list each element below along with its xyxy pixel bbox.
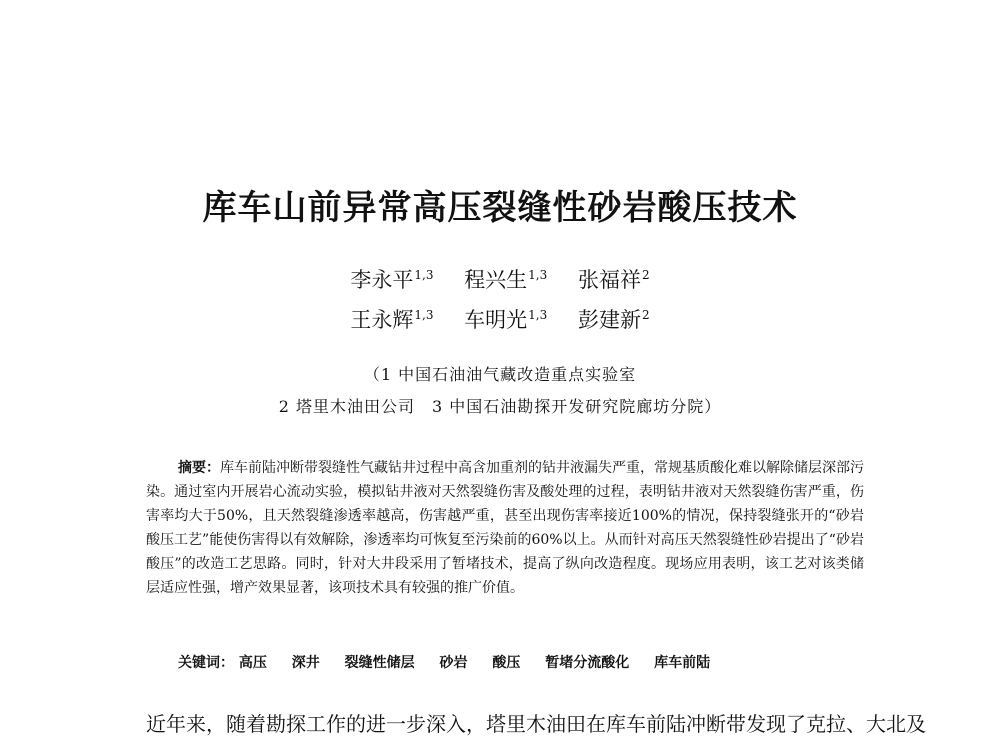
author-affiliation-mark: 2	[641, 308, 650, 322]
author-1	[350, 264, 433, 294]
author-name: 李永平	[350, 268, 414, 292]
author-name: 张福祥	[577, 268, 641, 292]
abstract-label: 摘要：	[178, 460, 220, 476]
paper-title: 库车山前异常高压裂缝性砂岩酸压技术	[202, 188, 798, 228]
author-name: 王永辉	[350, 308, 414, 332]
keywords	[178, 652, 878, 672]
author-affiliation-mark: 1,3	[528, 268, 548, 282]
affiliation-line-1: （1 中国石油油气藏改造重点实验室	[363, 365, 637, 384]
author-row-2	[0, 304, 1000, 334]
keyword: 酸压	[492, 655, 521, 671]
author-name: 彭建新	[577, 308, 641, 332]
keywords-label: 关键词：	[178, 655, 234, 671]
author-row-1	[0, 264, 1000, 294]
author-2	[464, 264, 547, 294]
keyword: 深井	[291, 655, 320, 671]
abstract-text: 库车前陆冲断带裂缝性气藏钻井过程中高含加重剂的钻井液漏失严重，常规基质酸化难以解除储层深部污染。通过室内开展岩心流动实验，模拟钻井液对天然裂缝伤害及酸处理的过程，表明钻井液对天然裂缝伤害严重，伤害率均大于50%，且天然裂缝渗透率越高，伤害越严重，甚至出现伤害率接近100%的情况，保持裂缝张开的“砂岩酸压工艺”能使伤害得以有效解除，渗透率均可恢复至污染前的60%以上。从而针对高压天然裂缝性砂岩提出了“砂岩酸压”的改造工艺思路。同时，针对大井段采用了暂堵技术，提高了纵向改造程度。现场应用表明，该工艺对该类储层适应性强，增产效果显著，该项技术具有较强的推广价值。	[146, 460, 864, 596]
keyword: 裂缝性储层	[344, 655, 415, 671]
author-affiliation-mark: 1,3	[414, 308, 434, 322]
author-affiliation-mark: 1,3	[414, 268, 434, 282]
abstract	[146, 456, 864, 600]
author-affiliation-mark: 1,3	[528, 308, 548, 322]
keyword: 库车前陆	[654, 655, 711, 671]
author-affiliation-mark: 2	[641, 268, 650, 282]
author-name: 程兴生	[464, 268, 528, 292]
author-6	[578, 304, 650, 334]
author-3	[578, 264, 650, 294]
cut-off-text-line	[146, 738, 406, 745]
keyword: 暂堵分流酸化	[545, 655, 630, 671]
affiliation-line-2: 2 塔里木油田公司 3 中国石油勘探开发研究院廊坊分院）	[278, 397, 722, 416]
author-name: 车明光	[464, 308, 528, 332]
keyword: 砂岩	[439, 655, 468, 671]
body-first-line: 近年来，随着勘探工作的进一步深入，塔里木油田在库车前陆冲断带发现了克拉、大北及	[146, 712, 926, 736]
author-5	[464, 304, 547, 334]
keyword: 高压	[238, 655, 267, 671]
author-4	[350, 304, 433, 334]
